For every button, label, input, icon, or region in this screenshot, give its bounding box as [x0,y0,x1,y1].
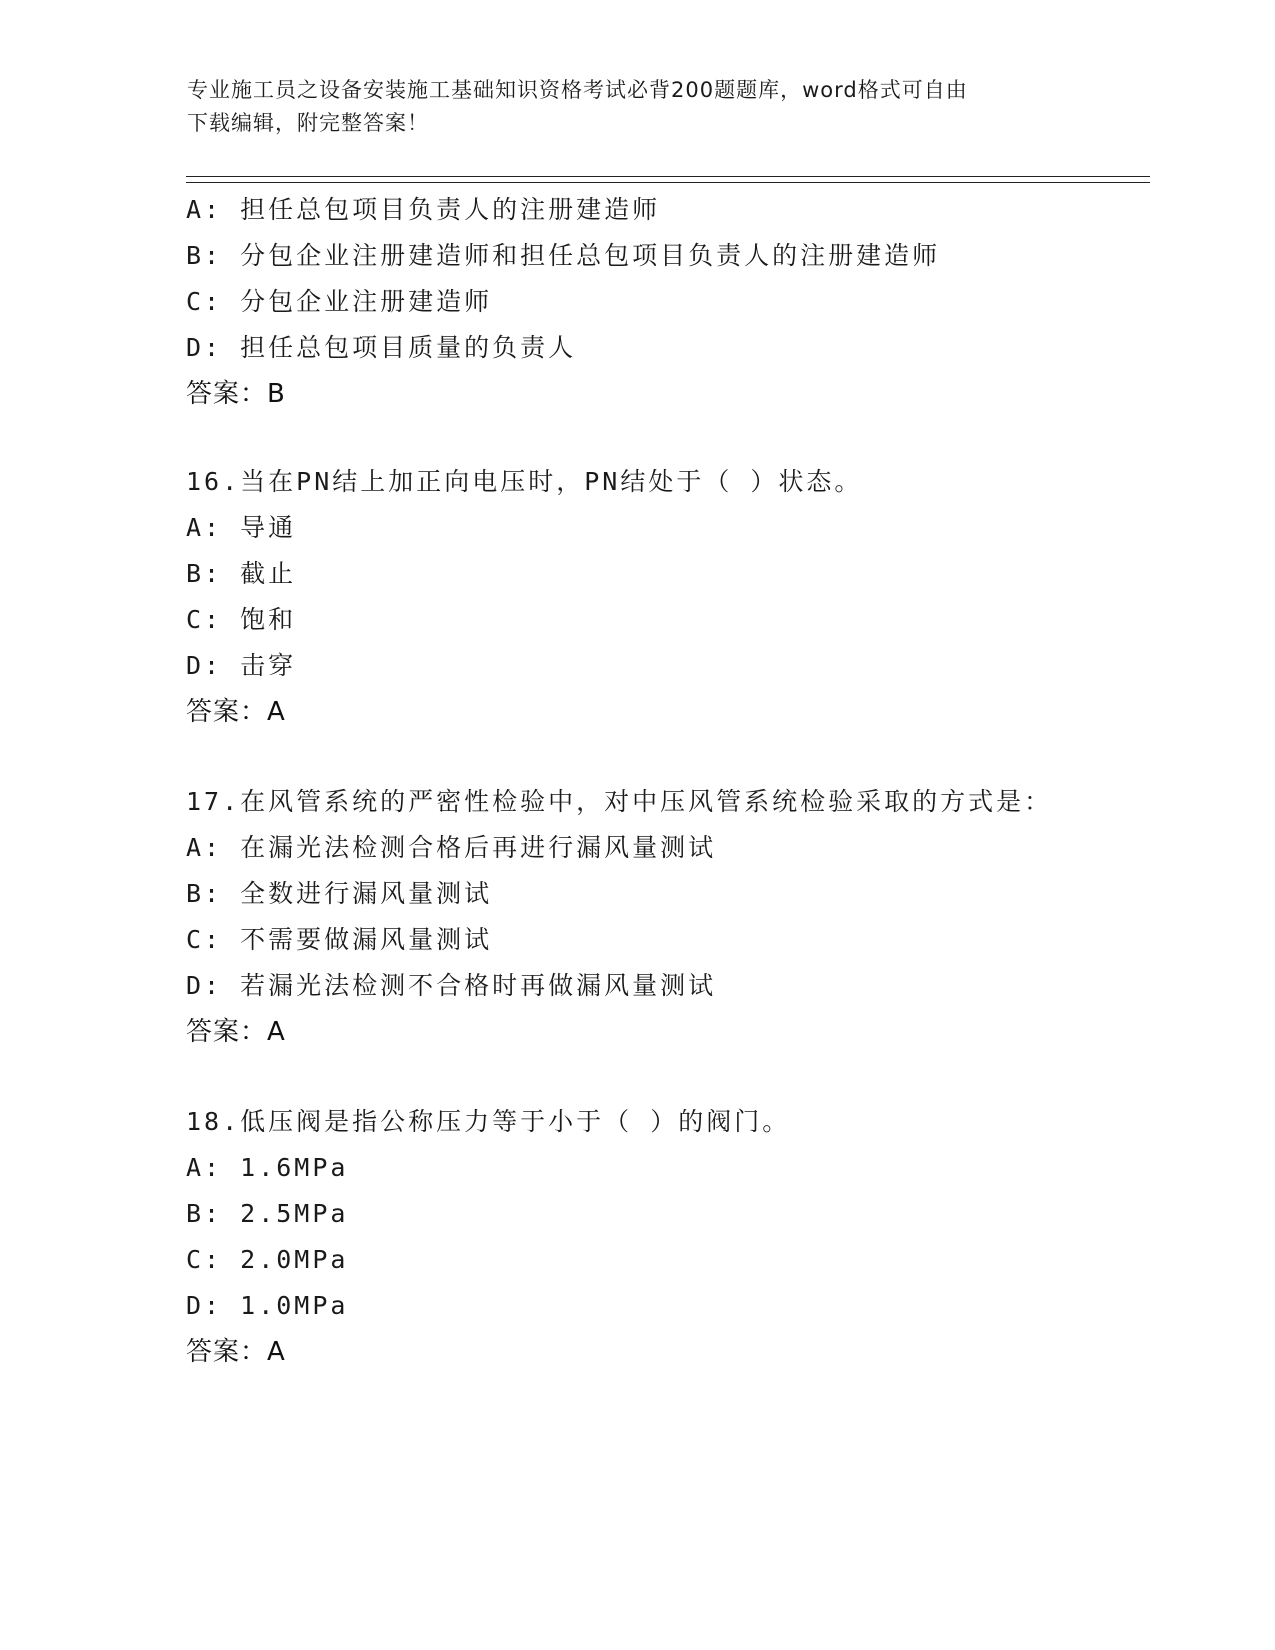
question-18-option-c: C: 2.0MPa [186,1245,349,1274]
question-17-block [186,779,1146,1055]
spacer [186,417,1146,459]
question-15-option-b: B: 分包企业注册建造师和担任总包项目负责人的注册建造师 [186,241,941,270]
question-16-option-d: D: 击穿 [186,651,297,680]
question-18-text: 18.低压阀是指公称压力等于小于（ ）的阀门。 [186,1107,791,1136]
question-15-option-c: C: 分包企业注册建造师 [186,287,493,316]
question-18-answer: 答案：A [186,1337,286,1367]
spacer [186,735,1146,779]
question-15-option-d: D: 担任总包项目质量的负责人 [186,333,577,362]
question-16-block [186,459,1146,735]
question-17-option-c: C: 不需要做漏风量测试 [186,925,493,954]
question-15-block [186,187,1146,417]
document-header [187,74,1067,140]
question-17-text: 17.在风管系统的严密性检验中，对中压风管系统检验采取的方式是： [186,787,1053,816]
question-18-block [186,1099,1146,1375]
question-17-option-a: A: 在漏光法检测合格后再进行漏风量测试 [186,833,717,862]
question-16-text: 16.当在PN结上加正向电压时，PN结处于（ ）状态。 [186,467,863,496]
question-18-option-d: D: 1.0MPa [186,1291,349,1320]
header-line-2: 下载编辑，附完整答案！ [187,111,429,135]
spacer [186,1055,1146,1099]
question-16-option-c: C: 饱和 [186,605,297,634]
header-divider-bottom [186,182,1150,183]
question-15-option-a: A: 担任总包项目负责人的注册建造师 [186,195,661,224]
question-18-option-b: B: 2.5MPa [186,1199,349,1228]
question-17-answer: 答案：A [186,1017,286,1047]
question-16-option-b: B: 截止 [186,559,297,588]
header-line-1: 专业施工员之设备安装施工基础知识资格考试必背200题题库，word格式可自由 [187,78,968,102]
question-16-answer: 答案：A [186,697,286,727]
question-17-option-b: B: 全数进行漏风量测试 [186,879,493,908]
header-divider-top [186,176,1150,177]
question-list [186,187,1146,1375]
question-17-option-d: D: 若漏光法检测不合格时再做漏风量测试 [186,971,717,1000]
question-18-option-a: A: 1.6MPa [186,1153,349,1182]
question-15-answer: 答案：B [186,379,286,409]
question-16-option-a: A: 导通 [186,513,297,542]
